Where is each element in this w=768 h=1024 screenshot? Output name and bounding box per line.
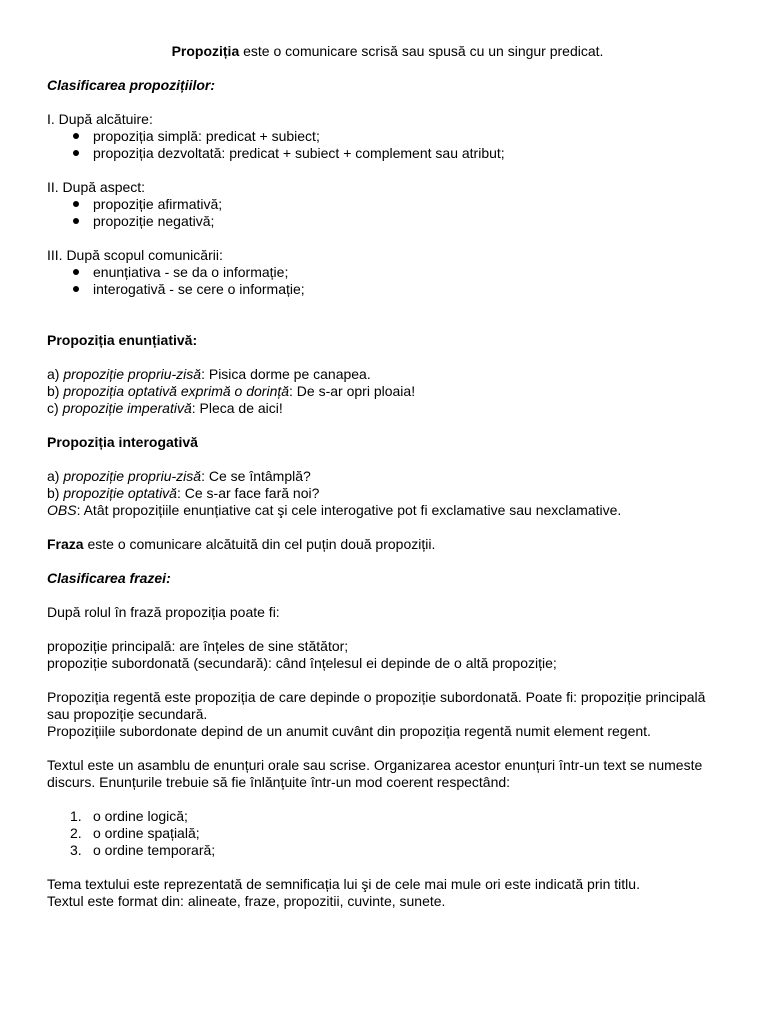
fraza-class-heading: Clasificarea frazei: [47, 570, 171, 586]
line-prefix: b) [47, 383, 64, 399]
list-item: interogativă - se cere o informație; [73, 281, 728, 298]
interog-heading: Propoziția interogativă [47, 434, 198, 450]
fraza-definition: este o comunicare alcătuită din cel puțin două propoziții. [83, 536, 436, 552]
order-list [47, 808, 728, 859]
enunt-line [47, 383, 728, 400]
obs-text: : Atât propozițiile enunțiative cat şi cele interogative pot fi exclamative sau nexclamative. [76, 502, 622, 518]
line-prefix: a) [47, 468, 64, 484]
line-term: propoziție optativă [63, 485, 177, 501]
list-text: o ordine temporară; [93, 842, 216, 858]
line-term: propoziție imperativă [62, 400, 192, 416]
line-prefix: a) [47, 366, 64, 382]
line-term: propoziție propriu-zisă [63, 366, 202, 382]
list-number: 3. [70, 842, 82, 858]
section3-title: III. După scopul comunicării: [47, 247, 223, 263]
section1-list [47, 128, 728, 162]
line-term: propoziția optativă exprimă o dorință [63, 383, 290, 399]
line-term: propoziție propriu-zisă [63, 468, 202, 484]
line-example: : Pleca de aici! [191, 400, 283, 416]
list-item: propoziția dezvoltată: predicat + subiect + complement sau atribut; [73, 145, 728, 162]
role-line: propoziție principală: are înțeles de sine stătător; [47, 638, 349, 654]
section2-title: II. După aspect: [47, 179, 146, 195]
interog-line [47, 485, 728, 502]
fraza-term: Fraza [47, 536, 84, 552]
list-text: o ordine spațială; [93, 825, 200, 841]
section3-list [47, 264, 728, 298]
enunt-line [47, 366, 728, 383]
enunt-line [47, 400, 728, 417]
role-line: propoziție subordonată (secundară): când înțelesul ei depinde de o altă propoziție; [47, 655, 557, 671]
list-number: 1. [70, 808, 82, 824]
list-item: propoziția simplă: predicat + subiect; [73, 128, 728, 145]
section1-title: I. După alcătuire: [47, 111, 153, 127]
obs-label: OBS [47, 502, 77, 518]
list-item [47, 842, 728, 859]
closing-line: Tema textului este reprezentată de semnificația lui şi de cele mai mule ori este indicată prin titlu. [47, 876, 640, 892]
list-number: 2. [70, 825, 82, 841]
regenta-para: Propozițiile subordonate depind de un anumit cuvânt din propoziția regentă numit element regent. [47, 723, 651, 739]
list-item: enunțiativa - se da o informație; [73, 264, 728, 281]
classification-heading: Clasificarea propozițiilor: [47, 77, 216, 93]
interog-line [47, 468, 728, 485]
regenta-para: Propoziția regentă este propoziția de care depinde o propoziție subordonată. Poate fi: propoziție principală sau propoziție secundară. [47, 689, 706, 722]
obs-line [47, 502, 728, 519]
line-prefix: c) [47, 400, 63, 416]
intro-definition: este o comunicare scrisă sau spusă cu un singur predicat. [239, 43, 604, 59]
section2-list [47, 196, 728, 230]
line-example: : Pisica dorme pe canapea. [201, 366, 371, 382]
fraza-line [47, 536, 728, 553]
line-example: : Ce s-ar face fară noi? [176, 485, 320, 501]
enunt-heading: Propoziția enunțiativă: [47, 332, 198, 348]
list-item [47, 808, 728, 825]
line-prefix: b) [47, 485, 64, 501]
closing-line: Textul este format din: alineate, fraze, propozitii, cuvinte, sunete. [47, 893, 446, 909]
intro-term: Propoziția [171, 43, 240, 59]
list-text: o ordine logică; [93, 808, 188, 824]
role-intro: După rolul în frază propoziția poate fi: [47, 604, 280, 620]
list-item [47, 825, 728, 842]
line-example: : Ce se întâmplă? [201, 468, 311, 484]
list-item: propoziție afirmativă; [73, 196, 728, 213]
list-item: propoziție negativă; [73, 213, 728, 230]
text-para: Textul este un asamblu de enunțuri orale sau scrise. Organizarea acestor enunțuri într-un text se numeste discurs. Enunțurile trebuie să fie înlănțuite într-un mod coerent respectând: [47, 757, 703, 790]
intro-line [47, 43, 728, 60]
line-example: : De s-ar opri ploaia! [289, 383, 416, 399]
